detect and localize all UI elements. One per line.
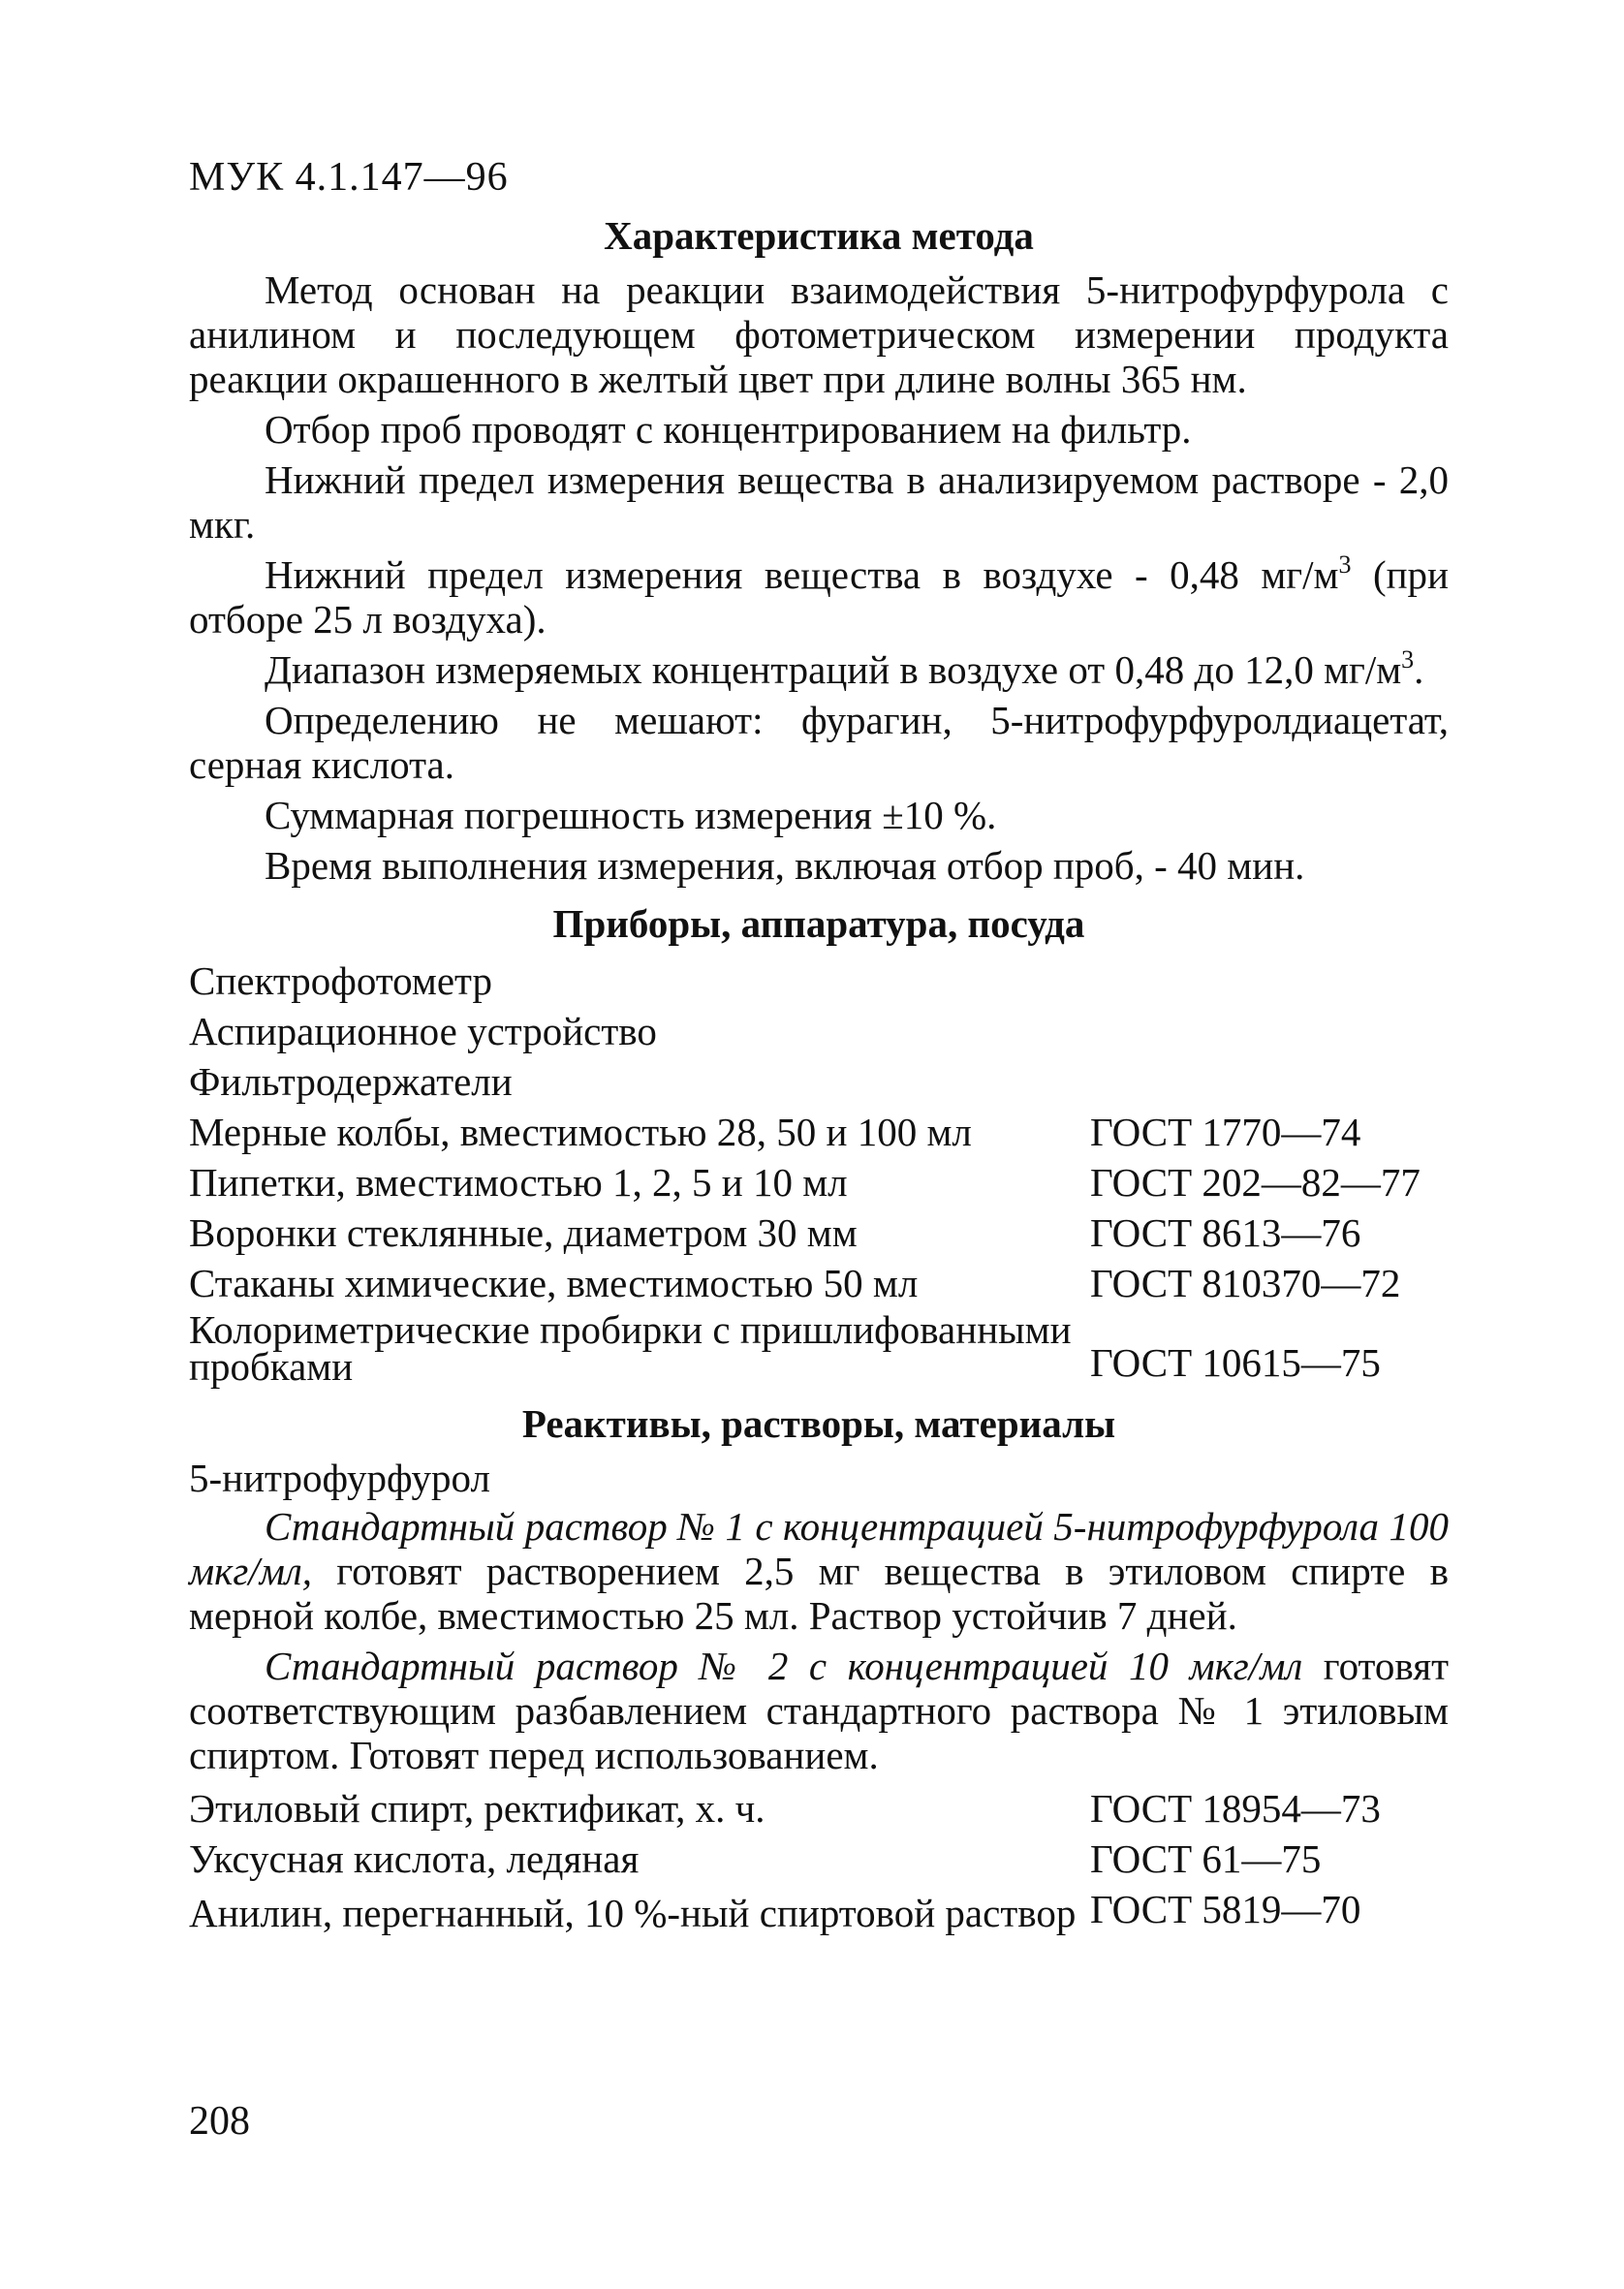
equipment-item-gost: ГОСТ 202—82—77 <box>1090 1160 1421 1205</box>
equipment-item-gost <box>1090 956 1449 1006</box>
table-row <box>189 1258 1449 1308</box>
table-row <box>189 1056 1449 1107</box>
reagent-item-gost: ГОСТ 61—75 <box>1090 1836 1322 1881</box>
equipment-item-gost <box>1090 1006 1449 1056</box>
paragraph-duration: Время выполнения измерения, включая отбор проб, - 40 мин. <box>265 843 1305 888</box>
paragraph-standard-solution-1 <box>189 1504 1449 1638</box>
equipment-item-name: Стаканы химические, вместимостью 50 мл <box>189 1261 919 1305</box>
reagent-item-name: Уксусная кислота, ледяная <box>189 1836 640 1881</box>
standard-solution-2-text: готовят соответствующим разбавлением стандартного раствора № 1 этиловым спиртом. Готовят перед использованием. <box>189 1644 1449 1777</box>
equipment-table <box>189 956 1449 1388</box>
table-row <box>189 1783 1449 1834</box>
reagent-item-gost: ГОСТ 18954—73 <box>1090 1786 1381 1831</box>
equipment-item-gost <box>1090 1056 1449 1107</box>
reagent-first-item: 5-нитрофурфурол <box>189 1456 490 1500</box>
equipment-item-name: Колориметрические пробирки с пришлифованными пробками <box>189 1307 1072 1389</box>
table-row <box>189 1157 1449 1207</box>
document-header: МУК 4.1.147—96 <box>189 155 509 200</box>
table-row <box>189 1884 1449 1934</box>
paragraph-lower-limit-air <box>189 552 1449 642</box>
section-title-characteristics: Характеристика метода <box>604 213 1034 258</box>
reagent-item-gost: ГОСТ 5819—70 <box>1090 1887 1361 1931</box>
table-row <box>189 1207 1449 1258</box>
lower-limit-air-tail: (при отборе 25 л воздуха). <box>189 552 1449 642</box>
range-tail: . <box>1414 647 1424 692</box>
equipment-item-name: Аспирационное устройство <box>189 1009 657 1053</box>
table-row <box>189 1107 1449 1157</box>
standard-solution-1-text: готовят растворением 2,5 мг вещества в этиловом спирте в мерной колбе, вместимостью 25 мл. Раствор устойчив 7 дней. <box>189 1549 1449 1638</box>
table-row <box>189 1834 1449 1884</box>
equipment-item-gost: ГОСТ 10615—75 <box>1090 1340 1381 1385</box>
paragraph-method-basis: Метод основан на реакции взаимодействия 5-нитрофурфурола с анилином и последующем фотометрическом измерении продукта реакции окрашенного в желтый цвет при длине волны 365 нм. <box>189 267 1449 401</box>
table-row <box>189 1006 1449 1056</box>
reagent-item-name: Этиловый спирт, ректификат, х. ч. <box>189 1786 765 1831</box>
equipment-item-gost: ГОСТ 810370—72 <box>1090 1261 1401 1305</box>
equipment-item-name: Мерные колбы, вместимостью 28, 50 и 100 мл <box>189 1110 972 1154</box>
paragraph-sampling: Отбор проб проводят с концентрированием на фильтр. <box>265 407 1192 452</box>
reagent-item-name: Анилин, перегнанный, 10 %-ный спиртовой раствор <box>189 1891 1077 1935</box>
equipment-item-gost: ГОСТ 8613—76 <box>1090 1210 1361 1255</box>
document-page <box>189 155 1449 1934</box>
paragraph-standard-solution-2 <box>189 1644 1449 1777</box>
standard-solution-1-title: Стандартный раствор № 1 с концентрацией 5-нитрофурфурола 100 мкг/мл, <box>189 1504 1449 1593</box>
paragraph-lower-limit-solution: Нижний предел измерения вещества в анализируемом растворе - 2,0 мкг. <box>189 457 1449 547</box>
equipment-item-name: Воронки стеклянные, диаметром 30 мм <box>189 1210 858 1255</box>
equipment-item-gost: ГОСТ 1770—74 <box>1090 1110 1361 1154</box>
superscript: 3 <box>1338 550 1352 579</box>
table-row <box>189 956 1449 1006</box>
section-title-reagents: Реактивы, растворы, материалы <box>521 1401 1116 1446</box>
equipment-item-name: Спектрофотометр <box>189 958 492 1003</box>
paragraph-range <box>189 647 1449 692</box>
range-text: Диапазон измеряемых концентраций в воздухе от 0,48 до 12,0 мг/м <box>265 647 1402 692</box>
superscript: 3 <box>1401 645 1415 674</box>
paragraph-total-error: Суммарная погрешность измерения ±10 %. <box>265 793 997 837</box>
reagents-table <box>189 1783 1449 1934</box>
section-title-equipment: Приборы, аппаратура, посуда <box>552 901 1085 946</box>
lower-limit-air-text: Нижний предел измерения вещества в воздухе - 0,48 мг/м <box>265 552 1339 597</box>
standard-solution-2-title: Стандартный раствор № 2 с концентрацией 10 мкг/мл <box>265 1644 1303 1688</box>
paragraph-no-interference: Определению не мешают: фурагин, 5-нитрофурфуролдиацетат, серная кислота. <box>189 698 1449 787</box>
equipment-item-name: Пипетки, вместимостью 1, 2, 5 и 10 мл <box>189 1160 848 1205</box>
table-row <box>189 1308 1449 1388</box>
equipment-item-name: Фильтродержатели <box>189 1059 513 1104</box>
page-number: 208 <box>189 2099 250 2144</box>
